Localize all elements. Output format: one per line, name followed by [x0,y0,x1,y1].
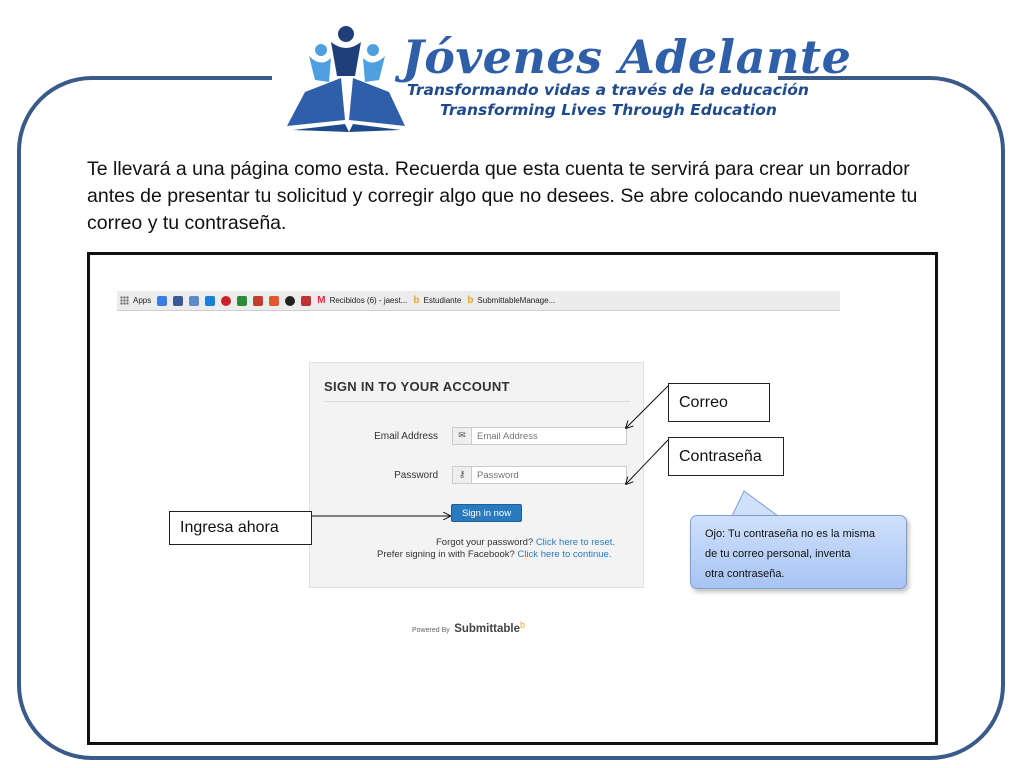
tool-icon[interactable] [301,296,311,306]
apps-grid-icon [120,296,129,305]
password-label: Password [394,470,438,481]
signin-title: SIGN IN TO YOUR ACCOUNT [324,379,510,394]
submittable-icon: b [467,295,474,306]
envelope-icon: ✉ [453,428,472,444]
instruction-text: Te llevará a una página como esta. Recuerda que esta cuenta te servirá para crear un borrador antes de presentar tu solicitud y corregir algo que no desees. Se abre colocando nuevamente tu correo y tu contraseña. [87,158,918,234]
document-icon[interactable] [253,296,263,306]
bookmark-recibidos[interactable]: M Recibidos (6) - jaest... [317,295,408,306]
powered-by: Powered By Submittable$^b$ [412,620,526,635]
key-icon: ⚷ [453,467,472,483]
email-input[interactable] [472,430,619,443]
callout-ingresa-ahora: Ingresa ahora [169,511,312,545]
facebook-continue-link[interactable]: Click here to continue. [517,549,612,560]
facebook-icon[interactable] [173,296,183,306]
forgot-password-row: Forgot your password? Click here to reset. [436,537,616,548]
logo-subtitle-en: Transforming Lives Through Education [440,101,777,119]
email-label: Email Address [374,431,438,442]
bookmark-estudiante[interactable]: b Estudiante [413,295,462,306]
logo-title: Jóvenes Adelante [402,30,852,84]
email-field[interactable] [452,427,627,445]
bookmarks-bar [117,291,840,311]
pinterest-icon[interactable] [221,296,231,306]
google-icon[interactable] [157,296,167,306]
password-input[interactable] [472,469,619,482]
submittable-icon: b [413,295,420,306]
dropbox-icon[interactable] [205,296,215,306]
divider [324,401,630,402]
gmail-icon: M [317,295,326,306]
facebook-signin-row: Prefer signing in with Facebook? Click here to continue. [377,549,612,560]
logo-subtitle-es: Transformando vidas a través de la educación [407,81,809,99]
cloud-icon[interactable] [189,296,199,306]
password-field[interactable] [452,466,627,484]
slides-icon[interactable] [269,296,279,306]
warning-note: Ojo: Tu contraseña no es la misma de tu correo personal, inventa otra contraseña. [690,515,907,589]
submittable-logo: Submittable [454,623,521,635]
reset-password-link[interactable]: Click here to reset. [535,537,616,548]
circle-icon[interactable] [285,296,295,306]
callout-correo: Correo [668,383,770,422]
submittable-mark-icon: b [520,620,526,630]
spreadsheet-icon[interactable] [237,296,247,306]
callout-contrasena: Contraseña [668,437,784,476]
bookmark-apps[interactable]: Apps [120,296,151,305]
sign-in-button[interactable]: Sign in now [451,504,522,522]
bookmark-submittable[interactable]: b SubmittableManage... [467,295,556,306]
